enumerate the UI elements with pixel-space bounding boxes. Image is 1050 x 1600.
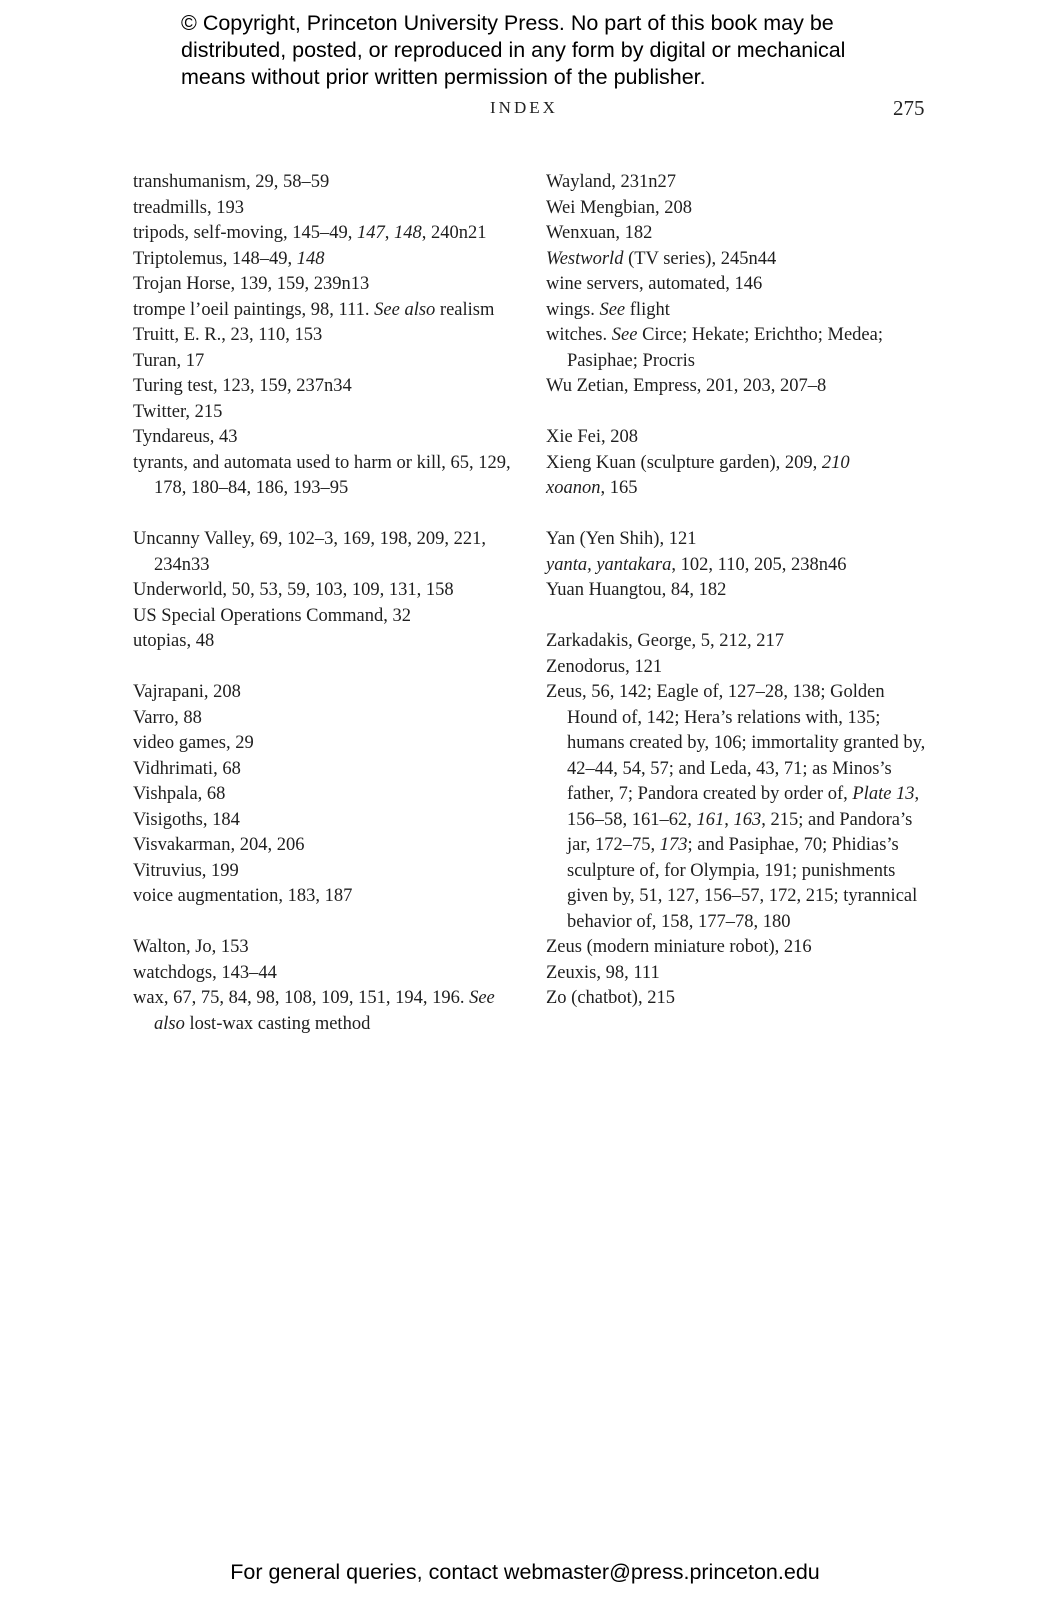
- index-entry: wax, 67, 75, 84, 98, 108, 109, 151, 194, 196. See also lost-wax casting method: [133, 988, 495, 1034]
- letter-group-gap: [133, 655, 521, 681]
- letter-group-gap: [546, 400, 930, 426]
- index-entry: Twitter, 215: [133, 401, 223, 422]
- index-entry: Truitt, E. R., 23, 110, 153: [133, 325, 323, 345]
- index-entry: Trojan Horse, 139, 159, 239n13: [133, 274, 370, 294]
- index-entry: witches. See Circe; Hekate; Erichtho; Medea; Pasiphae; Procris: [546, 325, 883, 371]
- index-entry: Triptolemus, 148–49, 148: [133, 248, 325, 269]
- running-head: [0, 98, 1050, 128]
- index-entry: Turan, 17: [133, 350, 205, 371]
- index-entry: Westworld (TV series), 245n44: [546, 248, 777, 269]
- index-entry: wine servers, automated, 146: [546, 274, 763, 294]
- letter-group-gap: [546, 502, 930, 528]
- running-title: INDEX: [490, 98, 558, 117]
- index-entry: Uncanny Valley, 69, 102–3, 169, 198, 209, 221, 234n33: [133, 529, 487, 575]
- index-entry: utopias, 48: [133, 631, 215, 651]
- copyright-notice: © Copyright, Princeton University Press. No part of this book may be distributed, posted, or reproduced in any form by digital or mechanical means without prior written permission of the publisher.: [181, 11, 846, 89]
- index-entry: Zeus, 56, 142; Eagle of, 127–28, 138; Golden Hound of, 142; Hera’s relations with, 135; humans created by, 106; immortality granted by, 42–44, 54, 57; and Leda, 43, 71; as Minos’s father, 7; Pandora created by order of, Plate 13, 156–58, 161–62, 161, 163, 215; and Pandora’s jar, 172–75, 173; and Pasiphae, 70; Phidias’s sculpture of, for Olympia, 191; punishments given by, 51, 127, 156–57, 172, 215; tyrannical behavior of, 158, 177–78, 180: [546, 682, 926, 932]
- index-entry: Xie Fei, 208: [546, 427, 638, 447]
- index-entry: Zenodorus, 121: [546, 656, 663, 677]
- index-entry: xoanon, 165: [546, 478, 638, 498]
- index-entry: tripods, self-moving, 145–49, 147, 148, 240n21: [133, 223, 487, 243]
- index-entry: Vishpala, 68: [133, 784, 226, 804]
- letter-group-gap: [133, 910, 521, 936]
- index-entry: Visigoths, 184: [133, 809, 240, 830]
- footer-contact: For general queries, contact webmaster@press.princeton.edu: [230, 1560, 820, 1584]
- index-entry: Zarkadakis, George, 5, 212, 217: [546, 631, 785, 651]
- index-entry: yanta, yantakara, 102, 110, 205, 238n46: [546, 554, 847, 575]
- index-entry: Tyndareus, 43: [133, 427, 238, 447]
- index-entry: watchdogs, 143–44: [133, 962, 277, 983]
- index-entry: voice augmentation, 183, 187: [133, 886, 353, 906]
- index-entry: Zeus (modern miniature robot), 216: [546, 937, 812, 957]
- index-entry: Vidhrimati, 68: [133, 758, 241, 779]
- index-entry: Zo (chatbot), 215: [546, 988, 675, 1008]
- index-entry: Turing test, 123, 159, 237n34: [133, 376, 352, 396]
- index-entry: Walton, Jo, 153: [133, 937, 249, 957]
- index-entry: trompe l’oeil paintings, 98, 111. See also realism: [133, 299, 495, 320]
- index-entry: Xieng Kuan (sculpture garden), 209, 210: [546, 452, 850, 473]
- index-column-left: [133, 170, 521, 1037]
- index-entry: US Special Operations Command, 32: [133, 605, 411, 626]
- letter-group-gap: [546, 604, 930, 630]
- letter-group-gap: [133, 502, 521, 528]
- index-entry: transhumanism, 29, 58–59: [133, 172, 330, 192]
- index-entry: Underworld, 50, 53, 59, 103, 109, 131, 158: [133, 580, 454, 600]
- index-entry: Vajrapani, 208: [133, 682, 241, 702]
- index-entry: Yuan Huangtou, 84, 182: [546, 580, 727, 600]
- index-column-right: [546, 170, 930, 1012]
- index-entry: Zeuxis, 98, 111: [546, 962, 660, 983]
- index-entry: tyrants, and automata used to harm or kill, 65, 129, 178, 180–84, 186, 193–95: [133, 452, 511, 498]
- index-entry: Vitruvius, 199: [133, 860, 239, 881]
- index-entry: treadmills, 193: [133, 197, 244, 218]
- index-entry: Wei Mengbian, 208: [546, 197, 692, 218]
- page-number: 275: [893, 96, 925, 120]
- index-entry: Wu Zetian, Empress, 201, 203, 207–8: [546, 376, 827, 396]
- index-entry: Wayland, 231n27: [546, 172, 677, 192]
- index-entry: wings. See flight: [546, 299, 670, 320]
- index-entry: Varro, 88: [133, 707, 202, 728]
- index-entry: Visvakarman, 204, 206: [133, 835, 305, 855]
- index-entry: Yan (Yen Shih), 121: [546, 529, 697, 549]
- index-entry: Wenxuan, 182: [546, 223, 653, 243]
- index-entry: video games, 29: [133, 733, 254, 753]
